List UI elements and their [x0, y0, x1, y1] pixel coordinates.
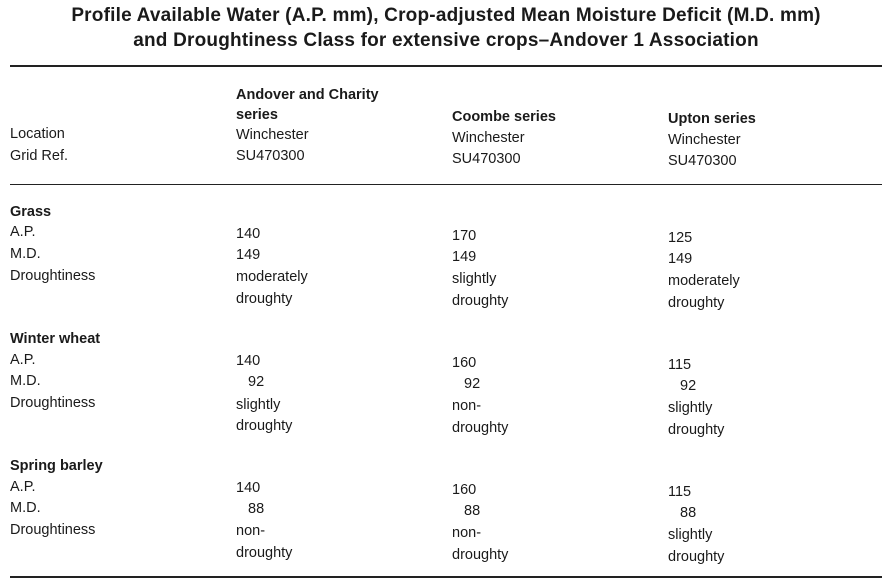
barley-coombe-droughtiness-1: non-: [452, 525, 482, 541]
grass-coombe-droughtiness-2: droughty: [452, 293, 509, 309]
grass-coombe-ap: 170: [452, 228, 477, 244]
row-label-ap: A.P.: [10, 479, 36, 495]
wheat-coombe-md: 92: [464, 376, 481, 392]
barley-andover-droughtiness-2: droughty: [236, 545, 293, 561]
wheat-andover-droughtiness-2: droughty: [236, 418, 293, 434]
barley-upton-md: 88: [680, 505, 697, 521]
grass-upton-ap: 125: [668, 230, 693, 246]
wheat-coombe-droughtiness-2: droughty: [452, 420, 509, 436]
barley-coombe-md: 88: [464, 503, 481, 519]
column-andover-location: Winchester: [236, 127, 309, 143]
grid-ref-label: Grid Ref.: [10, 148, 69, 164]
barley-coombe-droughtiness-2: droughty: [452, 547, 509, 563]
barley-upton-droughtiness-2: droughty: [668, 549, 725, 565]
column-header-coombe-series: Coombe series: [452, 109, 556, 125]
row-label-md: M.D.: [10, 500, 41, 516]
table-title-line-2: and Droughtiness Class for extensive crops–Andover 1 Association: [133, 30, 759, 51]
wheat-upton-droughtiness-1: slightly: [668, 400, 713, 416]
row-label-droughtiness: Droughtiness: [10, 395, 96, 411]
grass-coombe-md: 149: [452, 249, 477, 265]
crop-heading-grass: Grass: [10, 204, 52, 220]
barley-andover-md: 88: [248, 501, 265, 517]
row-label-droughtiness: Droughtiness: [10, 522, 96, 538]
wheat-coombe-droughtiness-1: non-: [452, 398, 482, 414]
barley-upton-droughtiness-1: slightly: [668, 527, 713, 543]
wheat-upton-droughtiness-2: droughty: [668, 422, 725, 438]
table-title-line-1: Profile Available Water (A.P. mm), Crop-adjusted Mean Moisture Deficit (M.D. mm): [71, 5, 821, 26]
grass-andover-droughtiness-1: moderately: [236, 269, 308, 285]
wheat-upton-md: 92: [680, 378, 697, 394]
row-label-ap: A.P.: [10, 352, 36, 368]
barley-andover-droughtiness-1: non-: [236, 523, 266, 539]
wheat-andover-ap: 140: [236, 353, 261, 369]
top-rule: [10, 65, 882, 67]
column-upton-grid-ref: SU470300: [668, 153, 737, 169]
column-header-upton-series: Upton series: [668, 111, 756, 127]
crop-heading-winter-wheat: Winter wheat: [10, 331, 101, 347]
bottom-rule: [10, 576, 882, 578]
grass-andover-md: 149: [236, 247, 261, 263]
row-label-droughtiness: Droughtiness: [10, 268, 96, 284]
column-andover-grid-ref: SU470300: [236, 148, 305, 164]
grass-andover-droughtiness-2: droughty: [236, 291, 293, 307]
column-header-andover-series-line-2: series: [236, 107, 278, 123]
wheat-upton-ap: 115: [668, 357, 692, 373]
column-coombe-location: Winchester: [452, 130, 525, 146]
column-upton-location: Winchester: [668, 132, 741, 148]
grass-upton-droughtiness-2: droughty: [668, 295, 725, 311]
row-label-ap: A.P.: [10, 224, 36, 240]
row-label-md: M.D.: [10, 246, 41, 262]
grass-upton-droughtiness-1: moderately: [668, 273, 740, 289]
grass-coombe-droughtiness-1: slightly: [452, 271, 497, 287]
location-label: Location: [10, 126, 65, 142]
barley-upton-ap: 115: [668, 484, 692, 500]
barley-andover-ap: 140: [236, 480, 261, 496]
grass-andover-ap: 140: [236, 226, 261, 242]
column-coombe-grid-ref: SU470300: [452, 151, 521, 167]
wheat-andover-md: 92: [248, 374, 265, 390]
crop-heading-spring-barley: Spring barley: [10, 458, 103, 474]
barley-coombe-ap: 160: [452, 482, 477, 498]
wheat-andover-droughtiness-1: slightly: [236, 397, 281, 413]
grass-upton-md: 149: [668, 251, 693, 267]
header-rule: [10, 184, 882, 185]
column-header-andover-series-line-1: Andover and Charity: [236, 87, 379, 103]
row-label-md: M.D.: [10, 373, 41, 389]
wheat-coombe-ap: 160: [452, 355, 477, 371]
